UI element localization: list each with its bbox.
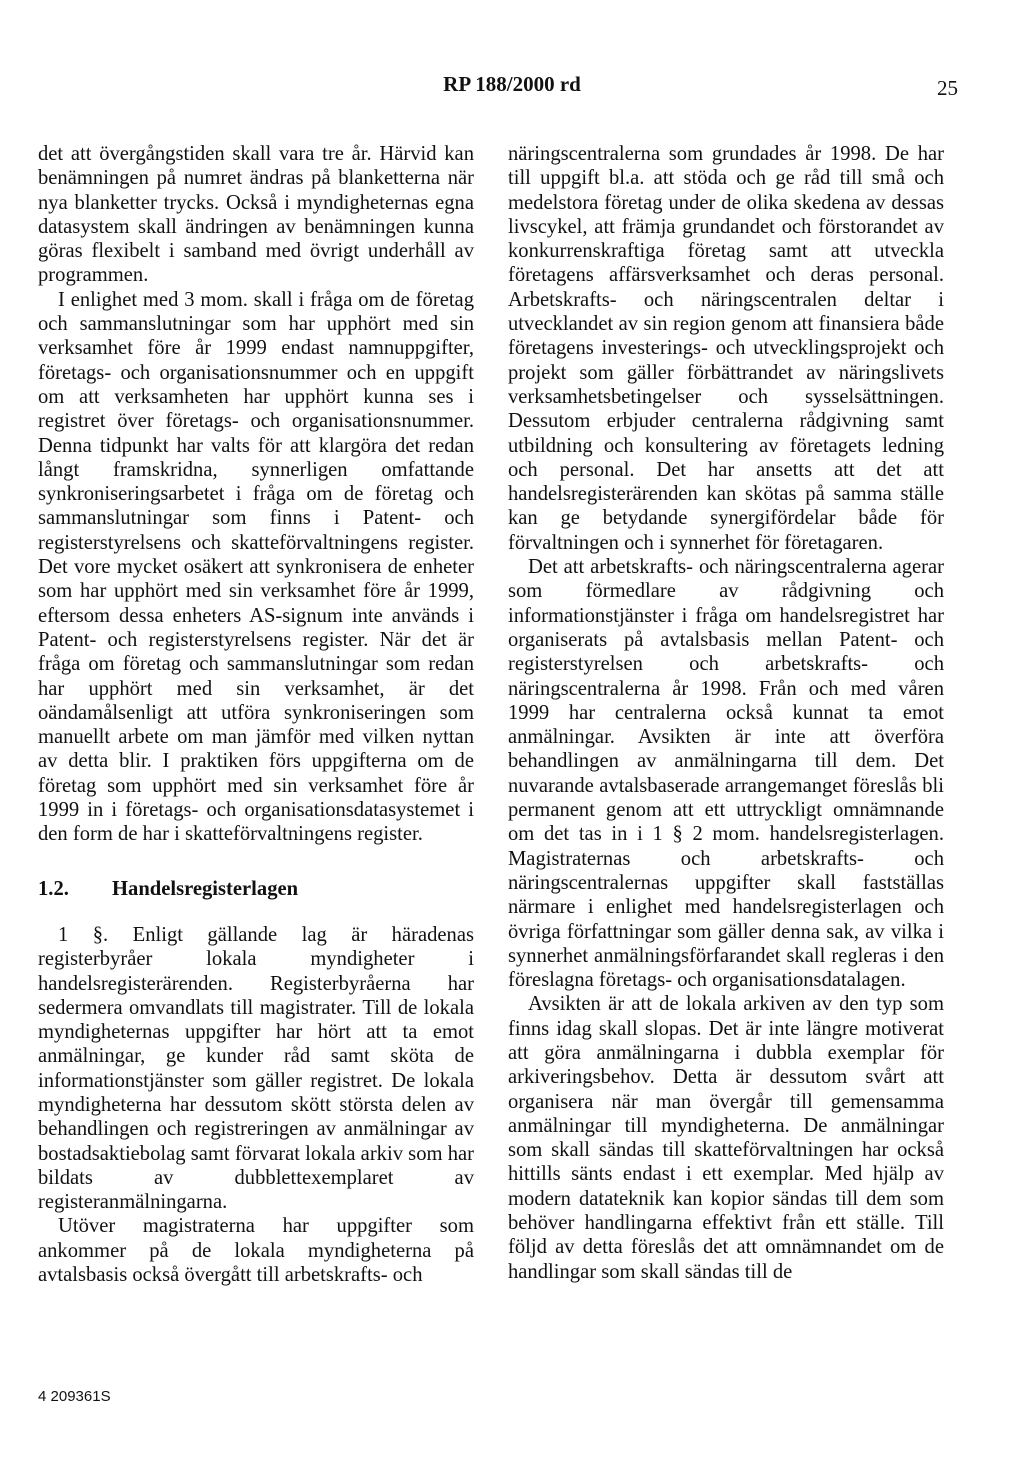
paragraph: I enlighet med 3 mom. skall i fråga om de företag och sammanslutningar som har upphört med sin verksamhet före år 1999 endast namnuppgifter, företags- och organisationsnummer och en uppgift om att verksamheten har upphört kunna ses i registret över företags- och organisationsnummer. Denna tidpunkt har valts för att klargöra det redan långt framskridna, synnerligen omfattande synkroniseringsarbetet i fråga om de företag och sammanslutningar som finns i Patent- och registerstyrelsens och skatteförvaltningens register. Det vore mycket osäkert att synkronisera de enheter som har upphört med sin verksamhet före år 1999, eftersom dessa enheters AS-signum inte används i Patent- och registerstyrelsens register. När det är fråga om företag och sammanslutningar som redan har upphört med sin verksamhet, är det oändamålsenligt att utföra synkroniseringen som manuellt arbete om man jämför med vilken nyttan av detta blir. I praktiken förs uppgifterna om de företag som upphört med sin verksamhet före år 1999 in i företags- och organisationsdatasystemet i den form de har i skatteförvaltningens register. bbox=[38, 288, 474, 846]
paragraph: Avsikten är att de lokala arkiven av den typ som finns idag skall slopas. Det är inte längre motiverat att göra anmälningarna i dubbla exemplar för arkiveringsbehov. Detta är dessutom svårt att organisera när man övergår till gemensamma anmälningar till myndigheterna. De anmälningar som skall sändas till skatteförvaltningen har också hittills sänts endast i ett exemplar. Med hjälp av modern datateknik kan kopior sändas till dem som behöver handlingarna effektivt från ett ställe. Till följd av detta föreslås det att omnämnandet om de handlingar som skall sändas till de bbox=[508, 993, 944, 1283]
paragraph: Utöver magistraterna har uppgifter som ankommer på de lokala myndigheterna på avtalsbasis också övergått till arbetskrafts- och bbox=[38, 1215, 474, 1287]
section-title: Handelsregisterlagen bbox=[112, 877, 299, 900]
page-header bbox=[0, 72, 1024, 102]
paragraph: Det att arbetskrafts- och näringscentralerna agerar som förmedlare av rådgivning och informationstjänster i fråga om handelsregistret har organiserats på avtalsbasis mellan Patent- och registerstyrelsen och arbetskrafts- och näringscentralerna år 1998. Från och med våren 1999 har centralerna också kunnat ta emot anmälningar. Avsikten är inte att överföra behandlingen av anmälningarna till dem. Det nuvarande avtalsbaserade arrangemanget föreslås bli permanent genom att ett uttryckligt omnämnande om det tas in i 1 § 2 mom. handelsregisterlagen. Magistraternas och arbetskrafts- och näringscentralernas uppgifter skall fastställas närmare i enlighet med handelsregisterlagen och övriga författningar som gäller denna sak, av vilka i synnerhet anmälningsförfarandet skall regleras i den föreslagna företags- och organisationsdatalagen. bbox=[508, 556, 944, 992]
document-title: RP 188/2000 rd bbox=[443, 72, 581, 96]
left-column bbox=[38, 142, 474, 1287]
section-number: 1.2. bbox=[38, 877, 69, 900]
print-code: 4 209361S bbox=[38, 1388, 111, 1405]
section-heading bbox=[38, 877, 474, 901]
paragraph: näringscentralerna som grundades år 1998. De har till uppgift bl.a. att stöda och ge råd till små och medelstora företag under de olika skedena av dessas livscykel, att främja grundandet och förstorandet av konkurrenskraftiga företag samt att utveckla företagens affärsverksamhet och deras personal. Arbetskrafts- och näringscentralen deltar i utvecklandet av sin region genom att finansiera både företagens investerings- och utvecklingsprojekt och projekt som gäller förbättrandet av näringslivets verksamhetsbetingelser och sysselsättningen. Dessutom erbjuder centralerna rådgivning samt utbildning och konsultering av företagets ledning och personal. Det har ansetts att det att handelsregisterärenden kan skötas på samma ställe kan ge betydande synergifördelar både för förvaltningen och i synnerhet för företagaren. bbox=[508, 143, 944, 554]
right-column bbox=[508, 142, 944, 1284]
paragraph: 1 §. Enligt gällande lag är häradenas registerbyråer lokala myndigheter i handelsregisterärenden. Registerbyråerna har sedermera omvandlats till magistrater. Till de lokala myndigheternas uppgifter har hört att ta emot anmälningar, ge kunder råd samt sköta de informationstjänster som gäller registret. De lokala myndigheterna har dessutom skött största delen av behandlingen och registreringen av anmälningar av bostadsaktiebolag samt förvarat lokala arkiv som har bildats av dubblettexemplaret av registeranmälningarna. bbox=[38, 923, 474, 1214]
page-number: 25 bbox=[937, 76, 958, 100]
paragraph: det att övergångstiden skall vara tre år. Härvid kan benämningen på numret ändras på blanketterna när nya blanketter trycks. Också i myndigheternas egna datasystem skall ändringen av benämningen kunna göras flexibelt i samband med övrigt underhåll av programmen. bbox=[38, 143, 474, 287]
